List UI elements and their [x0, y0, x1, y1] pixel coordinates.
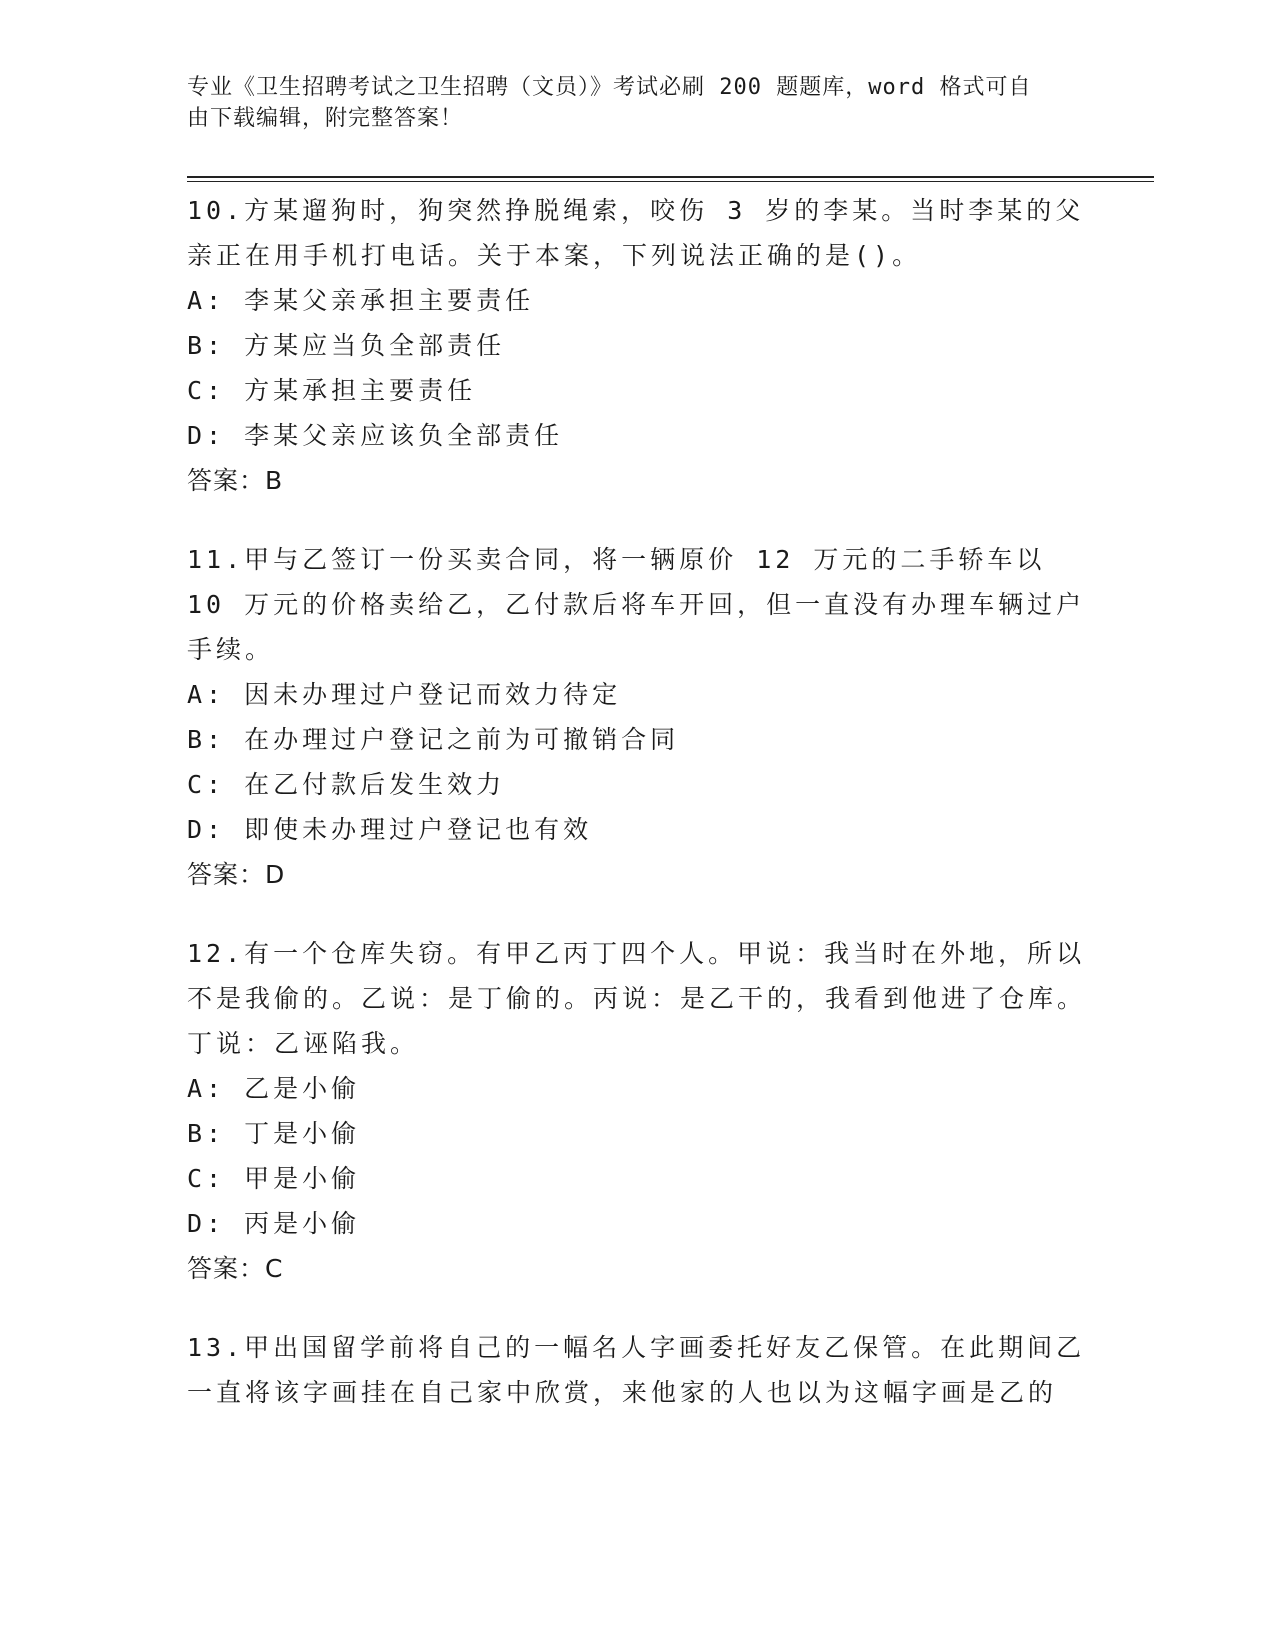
question-stem: 13.甲出国留学前将自己的一幅名人字画委托好友乙保管。在此期间乙一直将该字画挂在自己家中欣赏，来他家的人也以为这幅字画是乙的 — [187, 1333, 1086, 1407]
option-c: C: 在乙付款后发生效力 — [187, 770, 506, 799]
header-line-1: 专业《卫生招聘考试之卫生招聘（文员）》考试必刷 200 题题库，word 格式可自 — [187, 75, 1032, 100]
header-rule-thick — [187, 176, 1154, 178]
question-12 — [187, 931, 1087, 1291]
option-d: D: 李某父亲应该负全部责任 — [187, 421, 564, 450]
option-a: A: 因未办理过户登记而效力待定 — [187, 680, 622, 709]
question-10 — [187, 188, 1087, 503]
answer: 答案：B — [187, 466, 284, 495]
option-d: D: 丙是小偷 — [187, 1209, 361, 1238]
document-header — [187, 72, 1067, 134]
option-b: B: 在办理过户登记之前为可撤销合同 — [187, 725, 680, 754]
header-line-2: 由下载编辑，附完整答案！ — [187, 106, 464, 131]
question-stem: 12.有一个仓库失窃。有甲乙丙丁四个人。甲说：我当时在外地，所以不是我偷的。乙说：是丁偷的。丙说：是乙干的，我看到他进了仓库。丁说：乙诬陷我。 — [187, 939, 1087, 1058]
header-rule-thin — [187, 181, 1154, 182]
question-13 — [187, 1325, 1087, 1415]
option-c: C: 甲是小偷 — [187, 1164, 361, 1193]
question-stem: 11.甲与乙签订一份买卖合同，将一辆原价 12 万元的二手轿车以 10 万元的价格卖给乙，乙付款后将车开回，但一直没有办理车辆过户手续。 — [187, 545, 1086, 664]
option-a: A: 李某父亲承担主要责任 — [187, 286, 535, 315]
option-c: C: 方某承担主要责任 — [187, 376, 477, 405]
option-b: B: 方某应当负全部责任 — [187, 331, 506, 360]
option-d: D: 即使未办理过户登记也有效 — [187, 815, 593, 844]
question-list — [187, 188, 1087, 1449]
question-stem: 10.方某遛狗时，狗突然挣脱绳索，咬伤 3 岁的李某。当时李某的父亲正在用手机打电话。关于本案，下列说法正确的是()。 — [187, 196, 1085, 270]
option-a: A: 乙是小偷 — [187, 1074, 361, 1103]
question-11 — [187, 537, 1087, 897]
answer: 答案：D — [187, 860, 286, 889]
answer: 答案：C — [187, 1254, 284, 1283]
option-b: B: 丁是小偷 — [187, 1119, 361, 1148]
